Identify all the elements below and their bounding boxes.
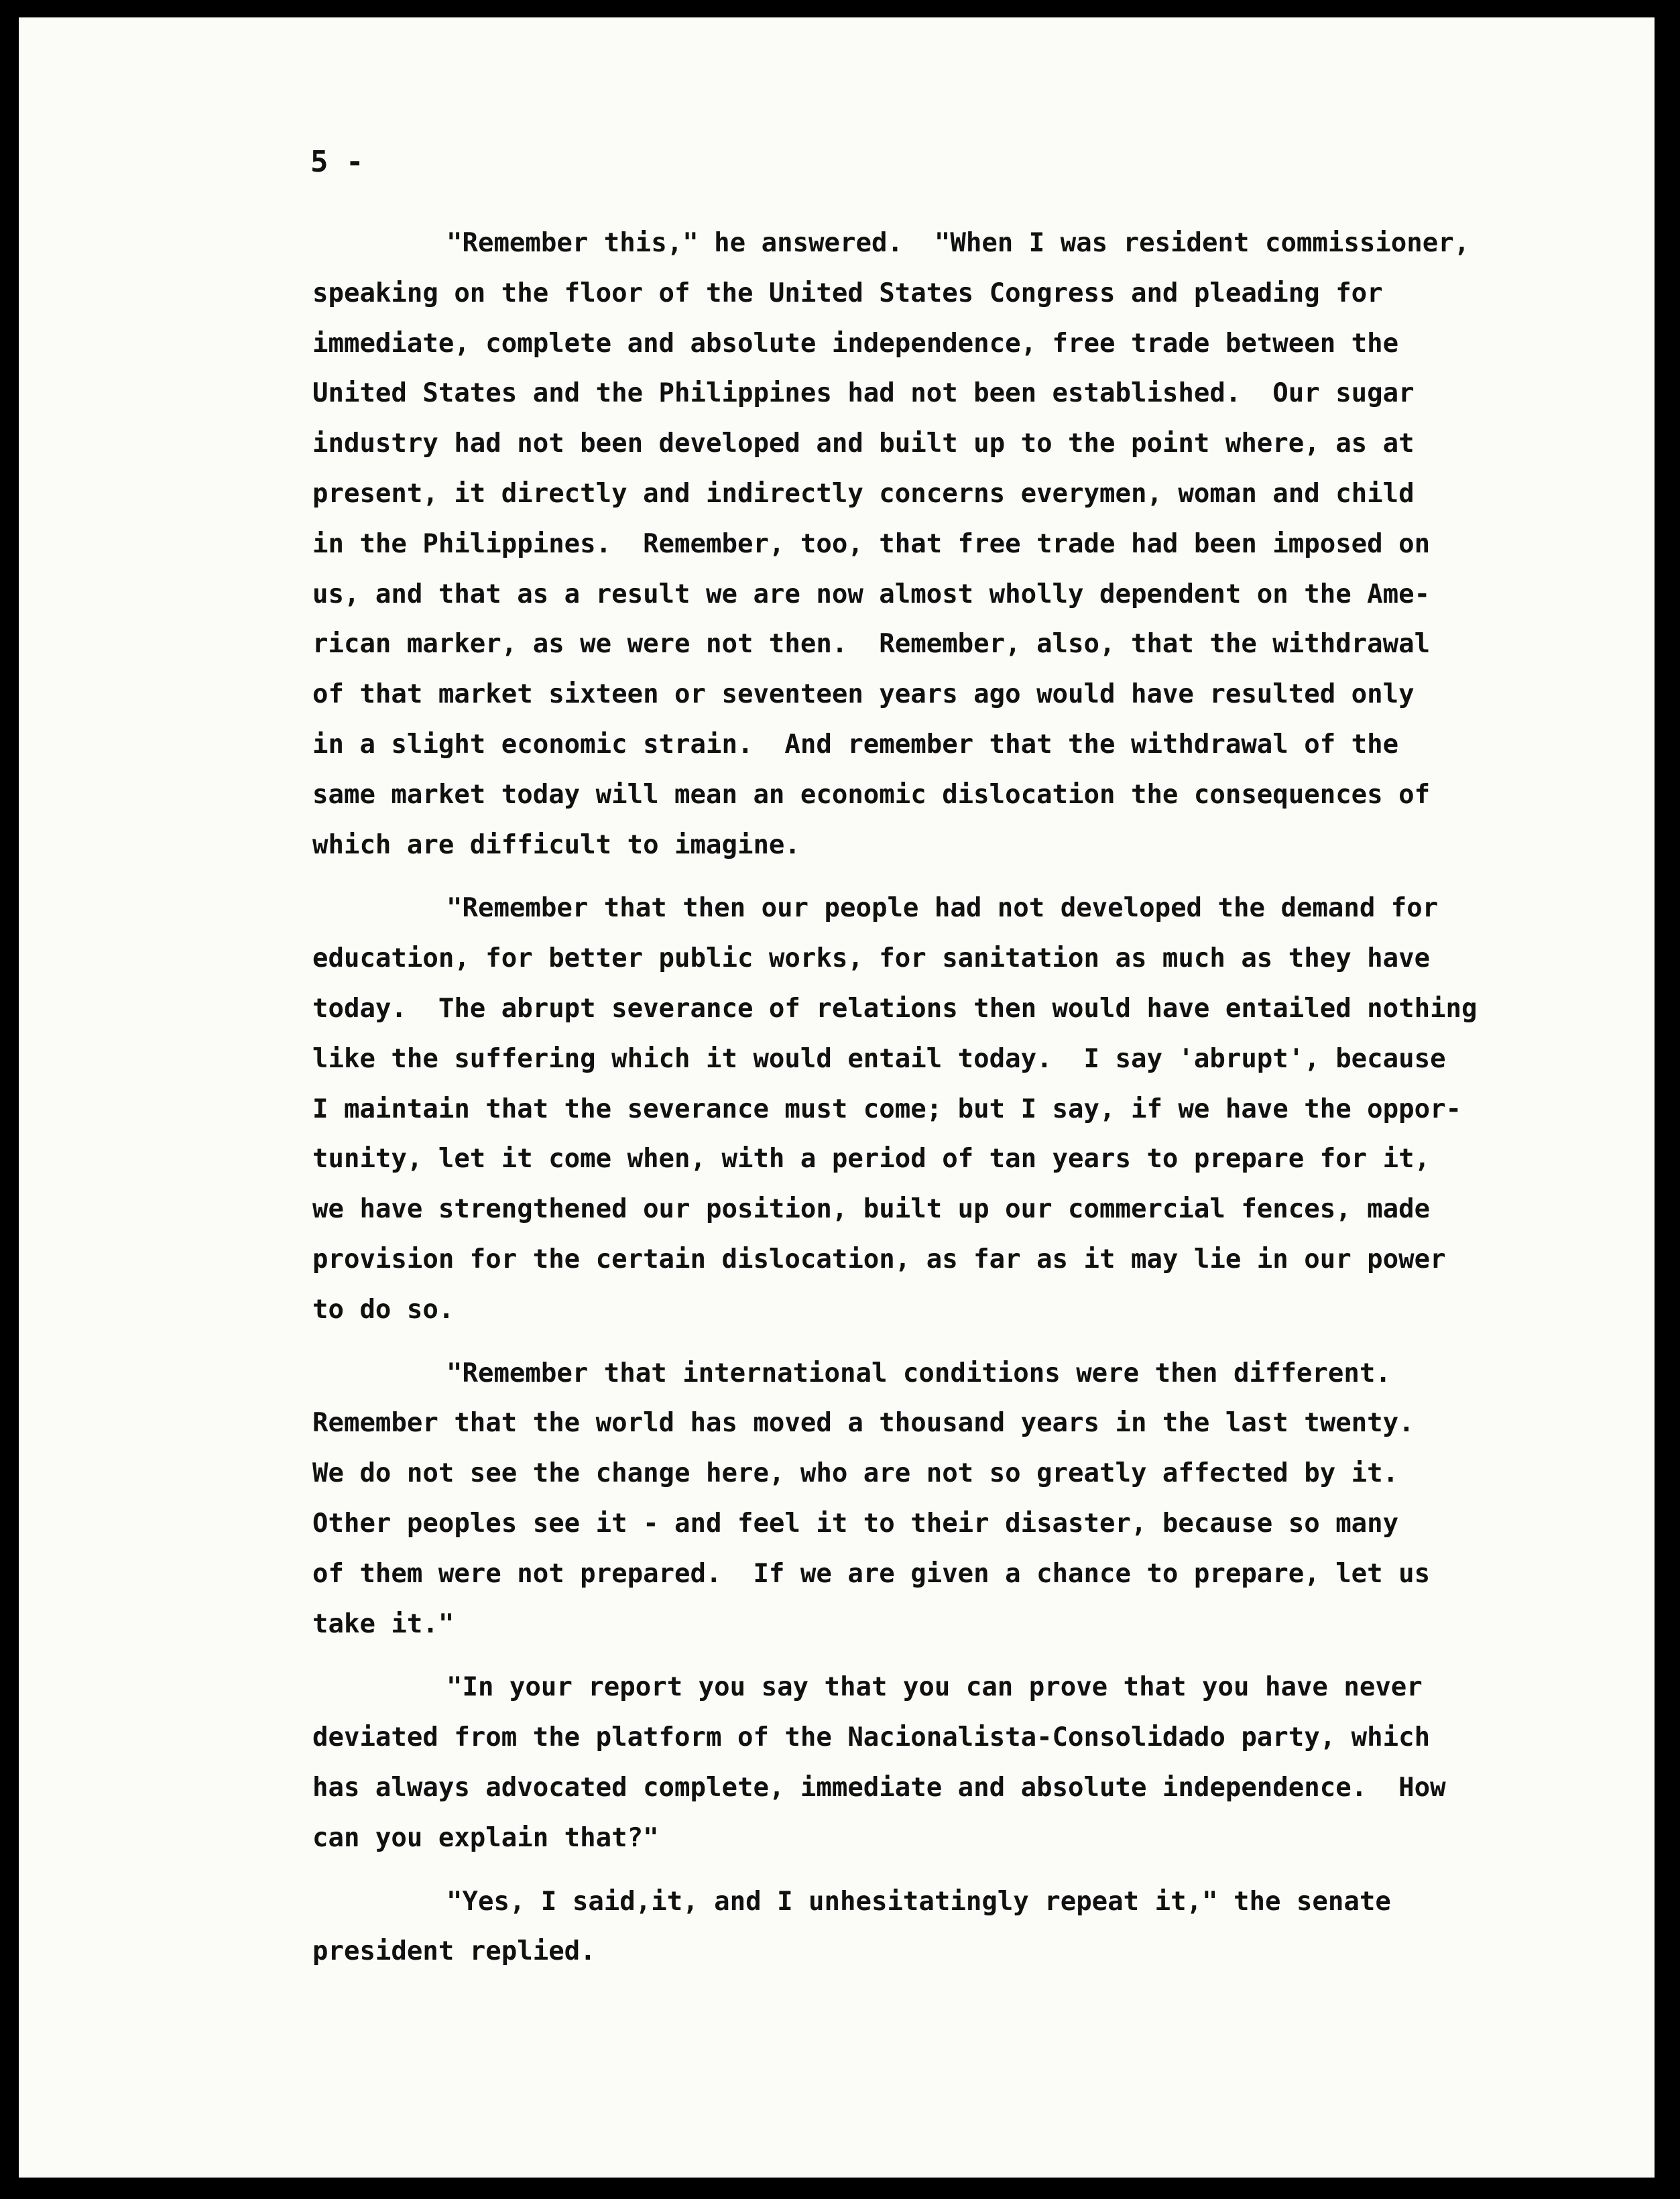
text-line: tunity, let it come when, with a period of tan years to prepare for it, [312, 1144, 1431, 1175]
text-line: to do so. [312, 1294, 455, 1325]
text-line: industry had not been developed and built up to the point where, as at [312, 428, 1415, 459]
text-line: president replied. [312, 1936, 596, 1967]
text-line: "In your report you say that you can prove that you have never [446, 1672, 1423, 1703]
document-body [312, 219, 1613, 1990]
text-line: education, for better public works, for sanitation as much as they have [312, 943, 1431, 974]
text-line: we have strengthened our position, built up our commercial fences, made [312, 1194, 1431, 1225]
text-line: "Remember that then our people had not developed the demand for [446, 893, 1439, 924]
text-line: rican marker, as we were not then. Remember, also, that the withdrawal [312, 629, 1431, 660]
paragraph [312, 1663, 1613, 1863]
text-line: I maintain that the severance must come; but I say, if we have the oppor- [312, 1093, 1462, 1124]
paragraph [312, 884, 1613, 1335]
text-line: of them were not prepared. If we are given a chance to prepare, let us [312, 1558, 1431, 1589]
text-line: which are difficult to imagine. [312, 829, 800, 860]
text-line: Other peoples see it - and feel it to their disaster, because so many [312, 1508, 1399, 1539]
text-line: provision for the certain dislocation, as far as it may lie in our power [312, 1244, 1446, 1274]
text-line: immediate, complete and absolute independence, free trade between the [312, 328, 1399, 359]
text-line: same market today will mean an economic dislocation the consequences of [312, 779, 1431, 810]
text-line: "Remember that international conditions were then different. [446, 1358, 1391, 1388]
text-line: us, and that as a result we are now almost wholly dependent on the Ame- [312, 579, 1431, 609]
text-line: "Remember this," he answered. "When I was resident commissioner, [446, 228, 1470, 258]
paragraph [312, 1349, 1613, 1650]
text-line: of that market sixteen or seventeen years ago would have resulted only [312, 679, 1415, 710]
text-line: United States and the Philippines had not been established. Our sugar [312, 378, 1415, 409]
text-line: can you explain that?" [312, 1822, 659, 1853]
text-line: deviated from the platform of the Nacionalista-Consolidado party, which [312, 1722, 1431, 1753]
paragraph [312, 219, 1613, 870]
text-line: like the suffering which it would entail today. I say 'abrupt', because [312, 1043, 1446, 1074]
text-line: today. The abrupt severance of relations then would have entailed nothing [312, 993, 1478, 1024]
text-line: in a slight economic strain. And remember that the withdrawal of the [312, 729, 1399, 760]
text-line: has always advocated complete, immediate and absolute independence. How [312, 1772, 1446, 1803]
paragraph [312, 1877, 1613, 1978]
text-line: in the Philippines. Remember, too, that free trade had been imposed on [312, 528, 1431, 559]
text-line: We do not see the change here, who are not so greatly affected by it. [312, 1458, 1399, 1489]
text-line: present, it directly and indirectly concerns everymen, woman and child [312, 478, 1415, 509]
text-line: "Yes, I said,it, and I unhesitatingly repeat it," the senate [446, 1886, 1391, 1917]
typewritten-page [19, 17, 1655, 2178]
text-line: take it." [312, 1608, 455, 1639]
text-line: speaking on the floor of the United States Congress and pleading for [312, 278, 1383, 308]
text-line: Remember that the world has moved a thousand years in the last twenty. [312, 1408, 1415, 1439]
page-number: 5 - [310, 145, 364, 179]
